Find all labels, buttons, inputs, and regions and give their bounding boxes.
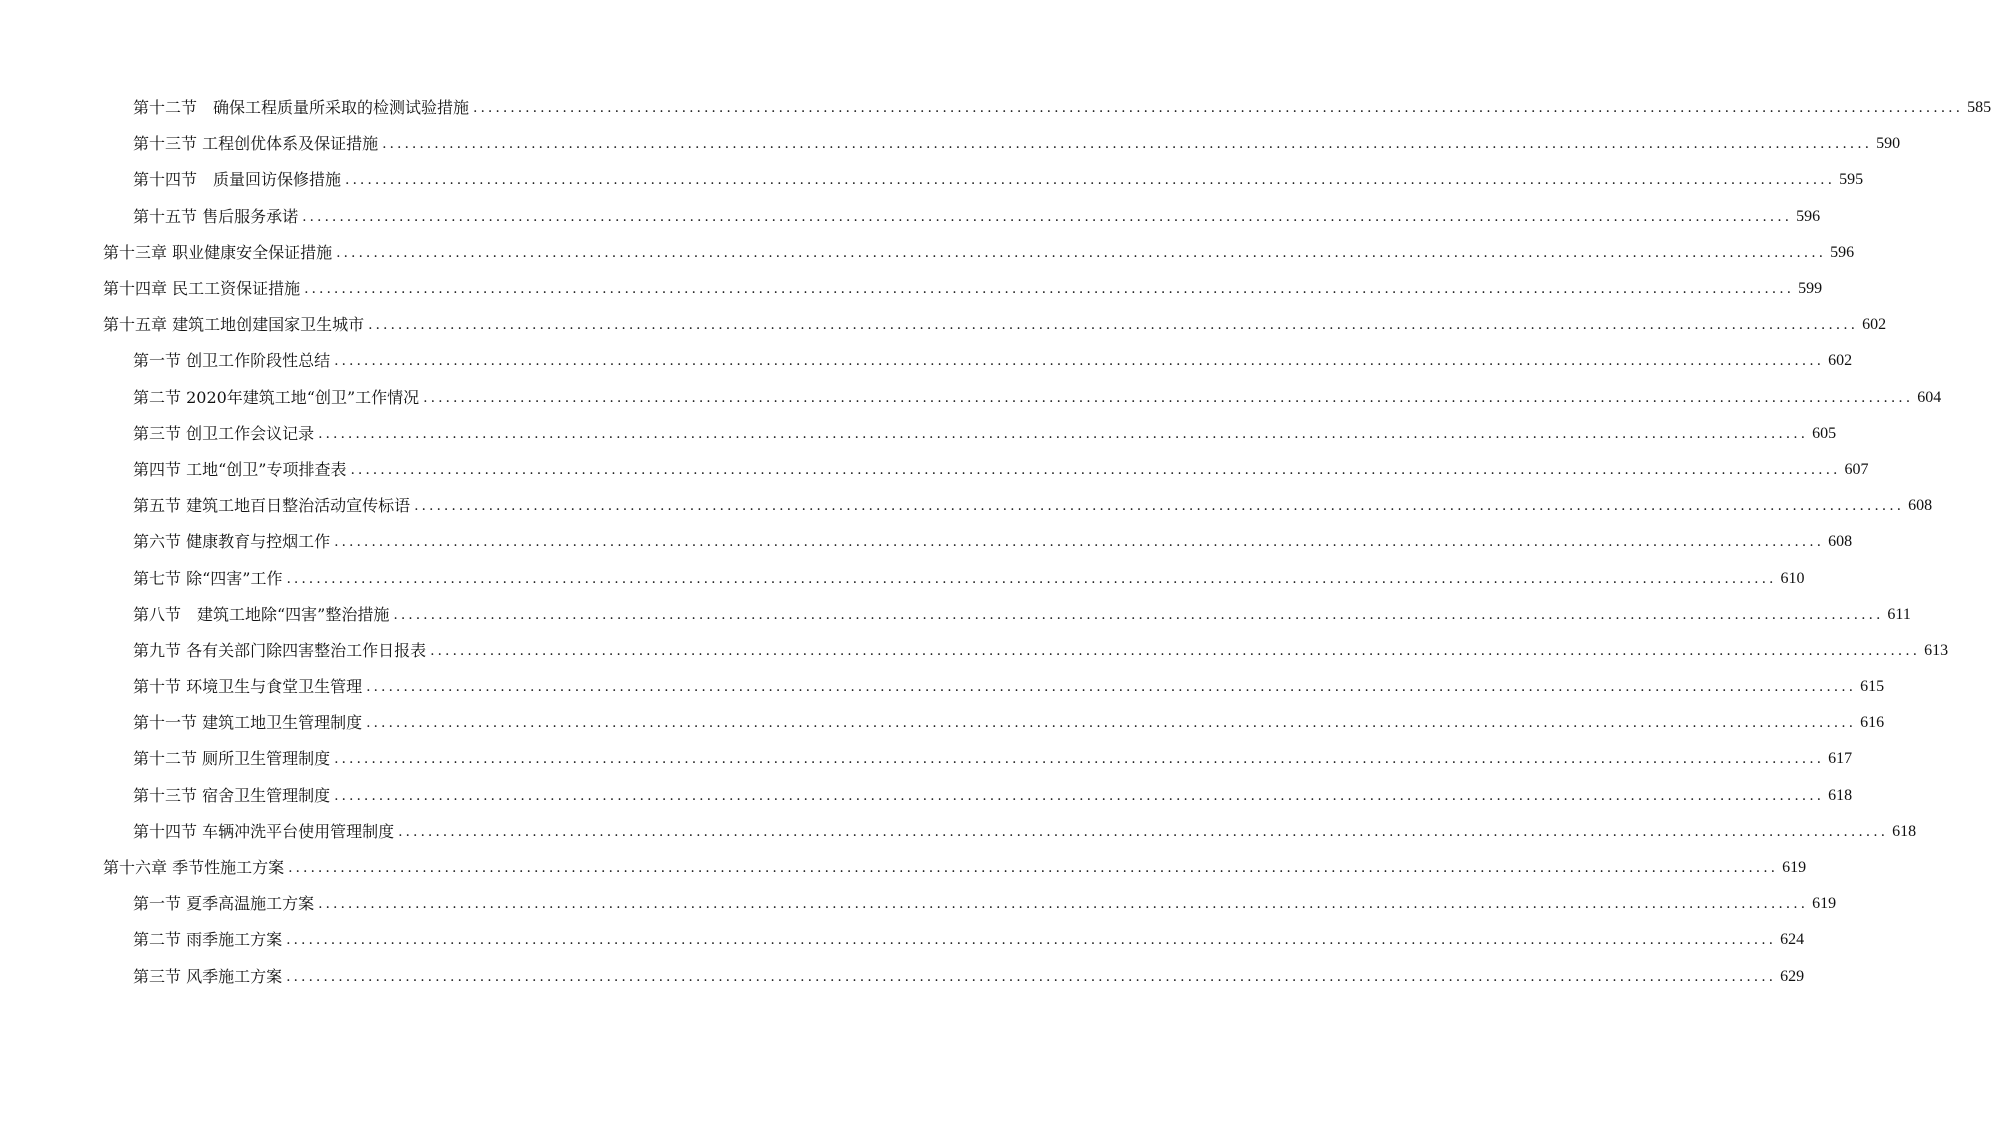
toc-section-entry[interactable]: [0, 669, 1885, 705]
toc-page-number: 607: [1844, 460, 1869, 478]
dot-leader: ........................................................................................................................................................................................................: [334, 353, 1825, 370]
toc-section-entry[interactable]: [0, 814, 1917, 850]
dot-leader: ........................................................................................................................................................................................................: [423, 389, 1914, 406]
toc-section-entry[interactable]: [0, 162, 1864, 198]
toc-entry-title: 第一节 创卫工作阶段性总结: [133, 351, 331, 371]
toc-section-entry[interactable]: [0, 560, 1805, 596]
toc-section-entry[interactable]: [0, 778, 1853, 814]
toc-chapter-entry[interactable]: [0, 307, 1887, 343]
toc-page-number: 602: [1828, 352, 1853, 370]
dot-leader: ........................................................................................................................................................................................................: [430, 642, 1921, 659]
toc-entry-title: 第十二节 确保工程质量所采取的检测试验措施: [133, 98, 470, 118]
toc-chapter-entry[interactable]: [0, 235, 1855, 271]
toc-entry-title: 第十四节 车辆冲洗平台使用管理制度: [133, 821, 395, 841]
dot-leader: ........................................................................................................................................................................................................: [304, 281, 1795, 298]
toc-section-entry[interactable]: [0, 959, 1805, 995]
dot-leader: ........................................................................................................................................................................................................: [334, 751, 1825, 768]
dot-leader: ........................................................................................................................................................................................................: [350, 461, 1841, 478]
toc-section-entry[interactable]: [0, 126, 1901, 162]
toc-entry-title: 第七节 除“四害”工作: [133, 568, 283, 588]
toc-entry-title: 第十四章 民工工资保证措施: [103, 279, 301, 299]
toc-entry-title: 第三节 风季施工方案: [133, 966, 283, 986]
toc-page-number: 618: [1828, 786, 1853, 804]
toc-page-number: 611: [1887, 605, 1911, 623]
toc-page-number: 616: [1860, 714, 1885, 732]
toc-page-number: 604: [1917, 388, 1942, 406]
dot-leader: ........................................................................................................................................................................................................: [393, 606, 1884, 623]
toc-page-number: 613: [1924, 641, 1949, 659]
toc-page-number: 608: [1828, 533, 1853, 551]
dot-leader: ........................................................................................................................................................................................................: [334, 787, 1825, 804]
toc-page-number: 619: [1782, 859, 1807, 877]
dot-leader: ........................................................................................................................................................................................................: [318, 425, 1809, 442]
toc-page-number: 599: [1798, 280, 1823, 298]
toc-section-entry[interactable]: [0, 705, 1885, 741]
dot-leader: ........................................................................................................................................................................................................: [334, 534, 1825, 551]
dot-leader: ........................................................................................................................................................................................................: [286, 570, 1777, 587]
toc-entry-title: 第十六章 季节性施工方案: [103, 858, 285, 878]
toc-entry-title: 第十三节 工程创优体系及保证措施: [133, 134, 379, 154]
toc-section-entry[interactable]: [0, 922, 1805, 958]
toc-section-entry[interactable]: [0, 524, 1853, 560]
toc-entry-title: 第一节 夏季高温施工方案: [133, 894, 315, 914]
toc-section-entry[interactable]: [0, 90, 1991, 126]
toc-page-number: 619: [1812, 895, 1837, 913]
toc-page-number: 605: [1812, 424, 1837, 442]
dot-leader: ........................................................................................................................................................................................................: [286, 932, 1777, 949]
dot-leader: ........................................................................................................................................................................................................: [286, 968, 1777, 985]
toc-page-number: 596: [1796, 207, 1821, 225]
toc-section-entry[interactable]: [0, 416, 1837, 452]
toc-entry-title: 第三节 创卫工作会议记录: [133, 423, 315, 443]
toc-page-number: 590: [1876, 135, 1901, 153]
dot-leader: ........................................................................................................................................................................................................: [302, 208, 1793, 225]
toc-entry-title: 第四节 工地“创卫”专项排查表: [133, 459, 347, 479]
toc-page-number: 629: [1780, 967, 1805, 985]
toc-entry-title: 第十一节 建筑工地卫生管理制度: [133, 713, 363, 733]
dot-leader: ........................................................................................................................................................................................................: [414, 498, 1905, 515]
toc-entry-title: 第十三节 宿舍卫生管理制度: [133, 785, 331, 805]
toc-entry-title: 第十二节 厕所卫生管理制度: [133, 749, 331, 769]
toc-section-entry[interactable]: [0, 199, 1821, 235]
toc-page-number: 596: [1830, 243, 1855, 261]
dot-leader: ........................................................................................................................................................................................................: [366, 715, 1857, 732]
toc-entry-title: 第十五章 建筑工地创建国家卫生城市: [103, 315, 365, 335]
toc-section-entry[interactable]: [0, 886, 1837, 922]
toc-page-number: 618: [1892, 822, 1917, 840]
toc-page-number: 595: [1839, 171, 1864, 189]
toc-page-number: 610: [1780, 569, 1805, 587]
dot-leader: ........................................................................................................................................................................................................: [382, 136, 1873, 153]
toc-section-entry[interactable]: [0, 343, 1853, 379]
toc-section-entry[interactable]: [0, 488, 1933, 524]
toc-entry-title: 第九节 各有关部门除四害整治工作日报表: [133, 640, 427, 660]
toc-entry-title: 第十四节 质量回访保修措施: [133, 170, 342, 190]
toc-page-number: 624: [1780, 931, 1805, 949]
toc-page-number: 617: [1828, 750, 1853, 768]
dot-leader: ........................................................................................................................................................................................................: [366, 679, 1857, 696]
toc-section-entry[interactable]: [0, 633, 1949, 669]
dot-leader: ........................................................................................................................................................................................................: [398, 823, 1889, 840]
toc-section-entry[interactable]: [0, 597, 1911, 633]
dot-leader: ........................................................................................................................................................................................................: [288, 860, 1779, 877]
toc-page-number: 615: [1860, 678, 1885, 696]
toc-page-number: 608: [1908, 497, 1933, 515]
toc-entry-title: 第二节 雨季施工方案: [133, 930, 283, 950]
toc-section-entry[interactable]: [0, 380, 1942, 416]
toc-chapter-entry[interactable]: [0, 271, 1823, 307]
toc-entry-title: 第八节 建筑工地除“四害”整治措施: [133, 604, 390, 624]
toc-entry-title: 第五节 建筑工地百日整治活动宣传标语: [133, 496, 411, 516]
dot-leader: ........................................................................................................................................................................................................: [318, 896, 1809, 913]
dot-leader: ........................................................................................................................................................................................................: [345, 172, 1836, 189]
table-of-contents: [0, 90, 1991, 995]
toc-section-entry[interactable]: [0, 452, 1869, 488]
toc-entry-title: 第十节 环境卫生与食堂卫生管理: [133, 677, 363, 697]
dot-leader: ........................................................................................................................................................................................................: [368, 317, 1859, 334]
toc-chapter-entry[interactable]: [0, 850, 1807, 886]
dot-leader: ........................................................................................................................................................................................................: [473, 100, 1964, 117]
toc-page-number: 585: [1967, 99, 1991, 117]
toc-page-number: 602: [1862, 316, 1887, 334]
toc-entry-title: 第十五节 售后服务承诺: [133, 206, 299, 226]
toc-entry-title: 第二节 2020年建筑工地“创卫”工作情况: [133, 387, 420, 407]
toc-entry-title: 第十三章 职业健康安全保证措施: [103, 242, 333, 262]
toc-entry-title: 第六节 健康教育与控烟工作: [133, 532, 331, 552]
toc-section-entry[interactable]: [0, 741, 1853, 777]
dot-leader: ........................................................................................................................................................................................................: [336, 244, 1827, 261]
